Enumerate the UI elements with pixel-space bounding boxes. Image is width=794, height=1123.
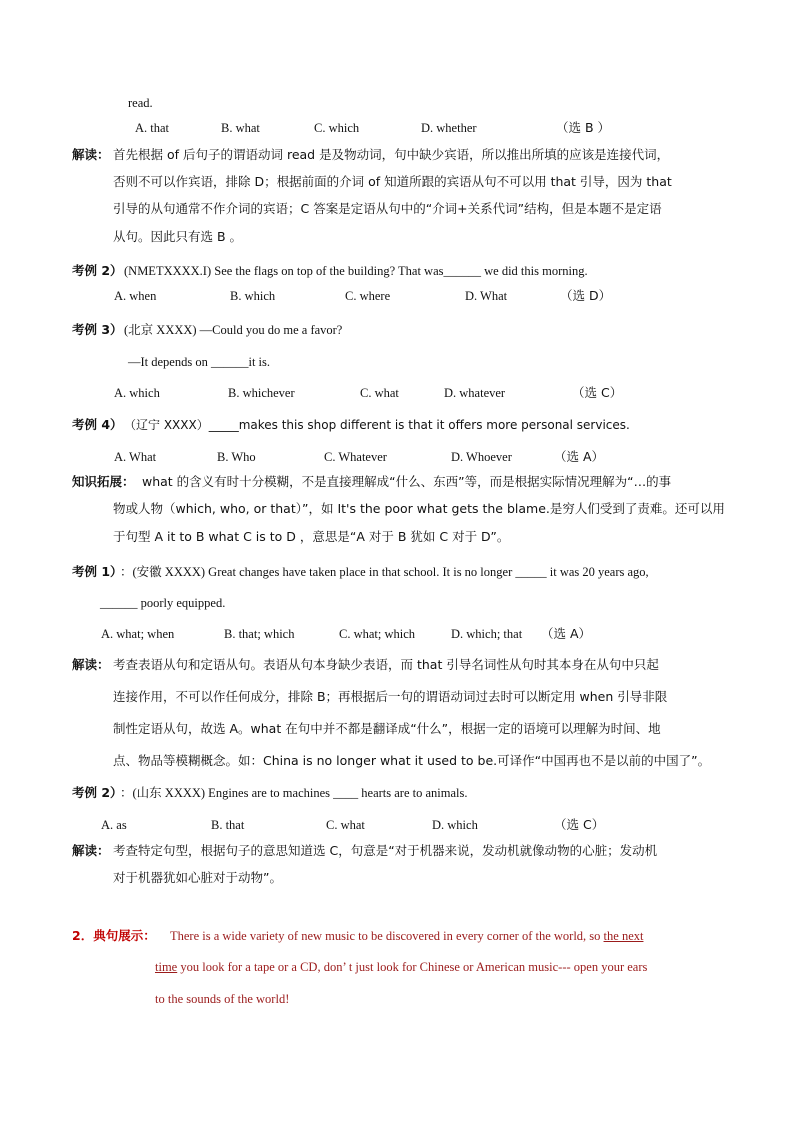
- example-label: 考例 2）: [72, 263, 123, 278]
- option-c: C. what: [360, 386, 399, 400]
- explanation-label: 解读：: [72, 147, 110, 162]
- answer: （选 D）: [560, 288, 612, 303]
- option-a: A. which: [114, 386, 160, 400]
- example-question: (北京 XXXX) —Could you do me a favor?: [124, 323, 343, 337]
- answer: （选 B ）: [556, 120, 611, 135]
- example-label: 考例 3）: [72, 322, 123, 337]
- option-c: C. which: [314, 121, 360, 135]
- option-b: B. Who: [217, 450, 256, 464]
- section-label: 2．典句展示：: [72, 928, 156, 943]
- option-c: C. where: [345, 289, 391, 303]
- extension-line: 物或人物（which, who, or that）”，如 It's the poor what gets the blame.是穷人们受到了责难。还可以用: [113, 501, 725, 516]
- example-question: ：(安徽 XXXX) Great changes have taken place in that school. It is no longer _____ it was 20 years ago,: [120, 565, 649, 579]
- answer: （选 C）: [572, 385, 623, 400]
- extension-line: what 的含义有时十分模糊，不是直接理解成“什么、东西”等，而是根据实际情况理解为“…的事: [142, 474, 672, 489]
- example-question-line2: ______ poorly equipped.: [100, 596, 226, 610]
- explanation-line: 连接作用，不可以作任何成分，排除 B；再根据后一句的谓语动词过去时可以断定用 when 引导非限: [113, 689, 668, 704]
- example-label: 考例 2）: [72, 785, 123, 800]
- option-b: B. that; which: [224, 627, 295, 641]
- option-d: D. whether: [421, 121, 477, 135]
- option-b: B. which: [230, 289, 276, 303]
- example-question: (NMETXXXX.I) See the flags on top of the building? That was______ we did this morning.: [124, 264, 588, 278]
- model-sentence-line: [170, 927, 643, 945]
- explanation-line: 否则不可以作宾语，排除 D；根据前面的介词 of 知道所跟的宾语从句不可以用 that 引导，因为 that: [113, 174, 672, 189]
- model-sentence-line: to the sounds of the world!: [155, 992, 290, 1006]
- extension-line: 于句型 A it to B what C is to D ，意思是“A 对于 B 犹如 C 对于 D”。: [113, 529, 510, 544]
- model-sentence-text: you look for a tape or a CD, don’ t just look for Chinese or American music--- open your ears: [177, 960, 648, 974]
- answer: （选 C）: [554, 817, 605, 832]
- question-continuation: read.: [128, 96, 153, 110]
- example-question: ：(山东 XXXX) Engines are to machines ____ hearts are to animals.: [120, 786, 468, 800]
- explanation-line: 从句。因此只有选 B 。: [113, 229, 243, 244]
- example-label: 考例 4）: [72, 417, 123, 432]
- option-c: C. what; which: [339, 627, 416, 641]
- option-d: D. What: [465, 289, 508, 303]
- option-d: D. whatever: [444, 386, 506, 400]
- explanation-line: 点、物品等模糊概念。如：China is no longer what it used to be.可译作“中国再也不是以前的中国了”。: [113, 753, 711, 768]
- option-c: C. what: [326, 818, 365, 832]
- answer: （选 A）: [554, 449, 605, 464]
- option-b: B. what: [221, 121, 260, 135]
- explanation-label: 解读：: [72, 843, 110, 858]
- underlined-phrase: time: [155, 960, 178, 974]
- option-a: A. as: [101, 818, 127, 832]
- explanation-line: 考查特定句型，根据句子的意思知道选 C，句意是“对于机器来说，发动机就像动物的心脏；发动机: [113, 843, 658, 858]
- explanation-line: 考查表语从句和定语从句。表语从句本身缺少表语，而 that 引导名词性从句时其本身在从句中只起: [113, 657, 659, 672]
- option-a: A. when: [114, 289, 157, 303]
- option-d: D. which: [432, 818, 478, 832]
- example-label: 考例 1）: [72, 564, 123, 579]
- explanation-line: 引导的从句通常不作介词的宾语；C 答案是定语从句中的“介词+关系代词”结构，但是本题不是定语: [113, 201, 662, 216]
- option-d: D. Whoever: [451, 450, 512, 464]
- option-d: D. which; that: [451, 627, 523, 641]
- option-a: A. what; when: [101, 627, 175, 641]
- option-c: C. Whatever: [324, 450, 387, 464]
- explanation-line: 对于机器犹如心脏对于动物”。: [113, 870, 282, 885]
- option-a: A. What: [114, 450, 157, 464]
- underlined-phrase: the next: [603, 929, 644, 943]
- option-b: B. whichever: [228, 386, 295, 400]
- example-question: （辽宁 XXXX）_____makes this shop different is that it offers more personal services.: [124, 418, 630, 432]
- explanation-line: 首先根据 of 后句子的谓语动词 read 是及物动词，句中缺少宾语，所以推出所填的应该是连接代词，: [113, 147, 670, 162]
- model-sentence-line: [155, 958, 647, 976]
- example-question-line2: —It depends on ______it is.: [128, 355, 271, 369]
- option-a: A. that: [135, 121, 170, 135]
- answer: （选 A）: [541, 626, 592, 641]
- option-b: B. that: [211, 818, 245, 832]
- extension-label: 知识拓展：: [72, 474, 135, 489]
- model-sentence-text: There is a wide variety of new music to be discovered in every corner of the world, so: [170, 929, 604, 943]
- explanation-label: 解读：: [72, 657, 110, 672]
- explanation-line: 制性定语从句，故选 A。what 在句中并不都是翻译成“什么”，根据一定的语境可以理解为时间、地: [113, 721, 661, 736]
